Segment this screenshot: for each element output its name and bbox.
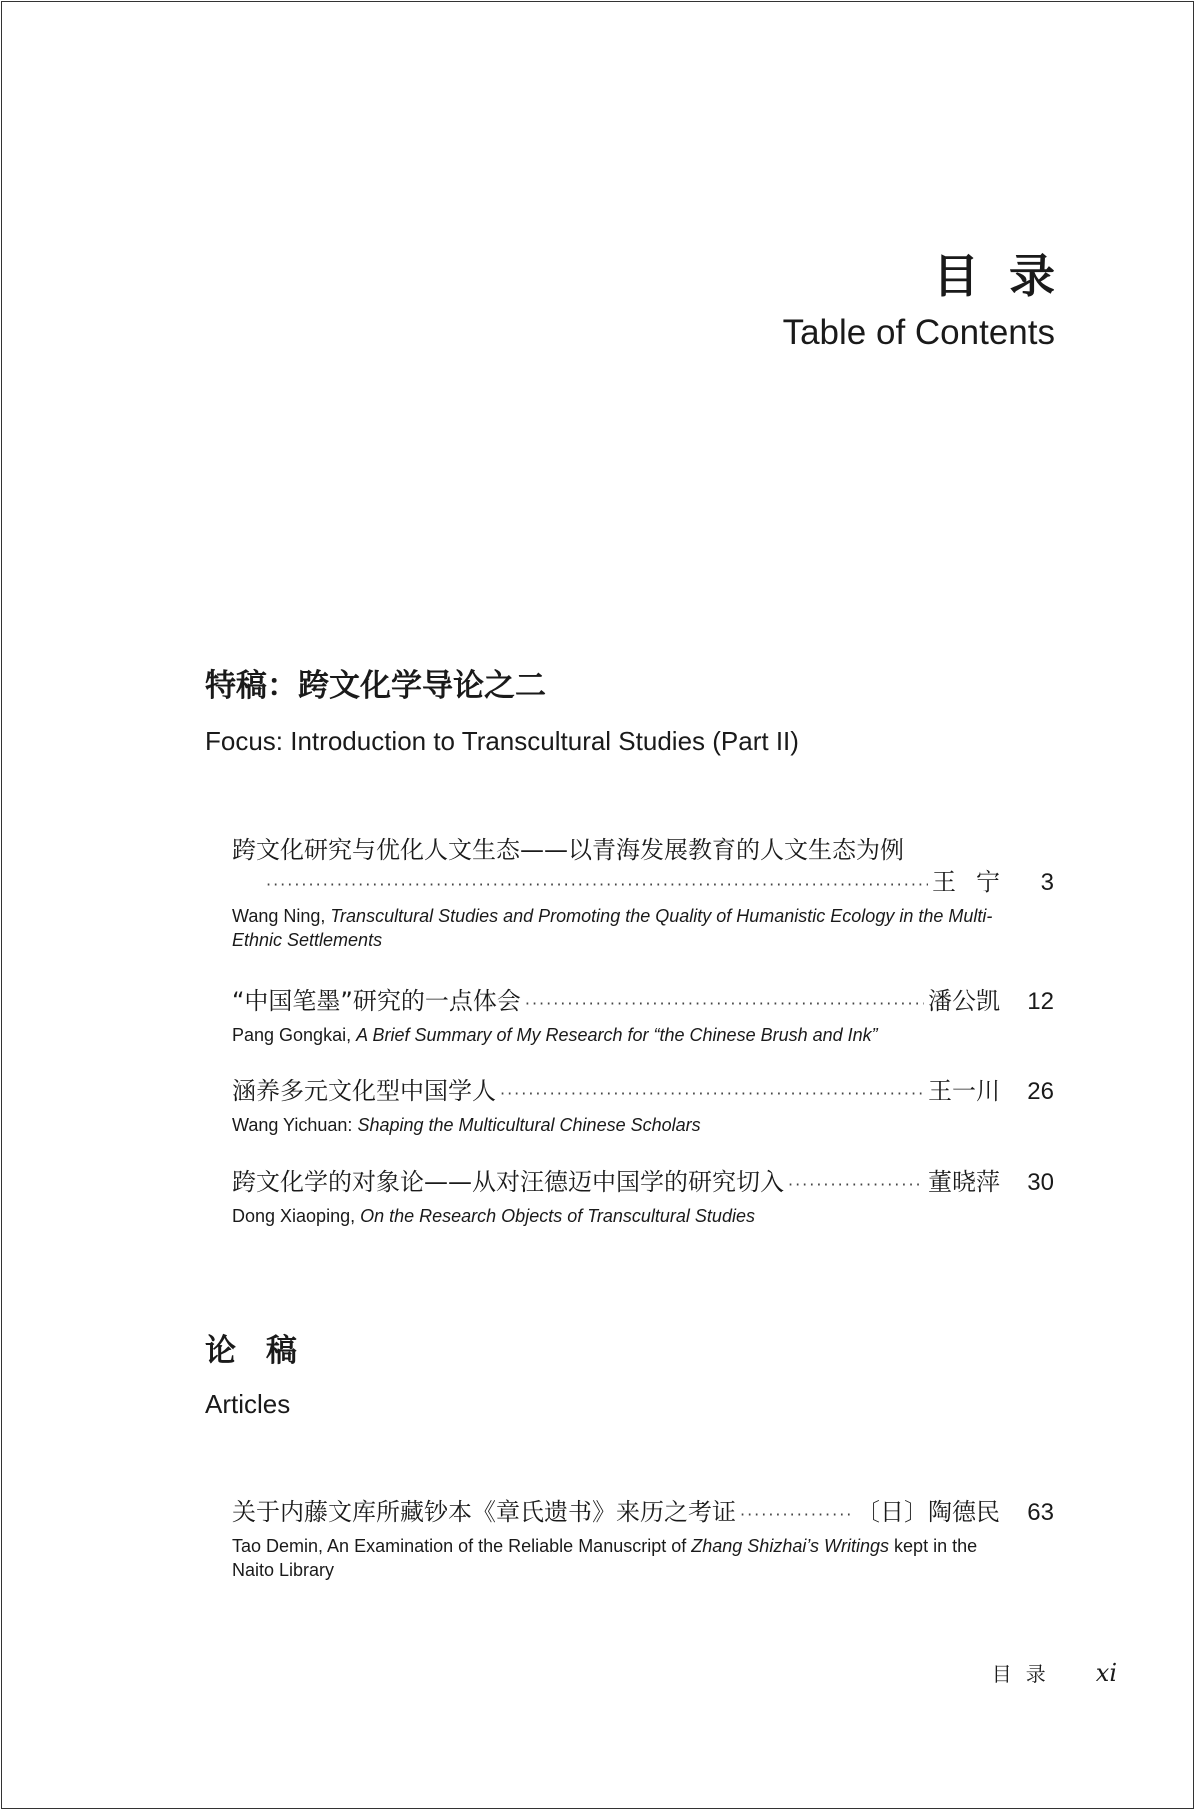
dot-leader — [740, 1499, 852, 1531]
entry-en-post: kept in the Naito Library — [232, 1536, 978, 1580]
dot-leader — [266, 869, 928, 901]
entry-author-en: Wang Yichuan: — [232, 1115, 353, 1135]
footer-page-number: xi — [1095, 1659, 1117, 1687]
toc-entry[interactable] — [232, 1166, 1054, 1228]
entry-author-zh: 〔日〕陶德民 — [856, 1498, 1000, 1526]
entry-en-italic: Zhang Shizhai’s Writings — [691, 1536, 890, 1556]
entry-title-en: A Brief Summary of My Research for “the Chinese Brush and Ink” — [356, 1025, 878, 1045]
toc-entry[interactable] — [232, 834, 1054, 952]
section-title-focus-zh: 特稿：跨文化学导论之二 — [205, 668, 546, 704]
entry-page-number: 12 — [1027, 988, 1054, 1015]
entry-author-zh: 王宁 — [932, 868, 1020, 896]
entry-title-zh: 跨文化研究与优化人文生态——以青海发展教育的人文生态为例 — [232, 836, 904, 864]
section-title-focus-en: Focus: Introduction to Transcultural Studies (Part II) — [205, 726, 799, 756]
toc-title-chinese: 目录 — [933, 249, 1085, 303]
toc-title-english: Table of Contents — [782, 313, 1055, 352]
entry-title-zh: 跨文化学的对象论——从对汪德迈中国学的研究切入 — [232, 1168, 784, 1196]
entry-en-pre: Tao Demin, An Examination of the Reliable Manuscript of — [232, 1536, 687, 1556]
entry-title-en: Shaping the Multicultural Chinese Scholars — [357, 1115, 701, 1135]
entry-page-number: 3 — [1040, 869, 1054, 896]
entry-title-zh: 涵养多元文化型中国学人 — [232, 1077, 496, 1105]
entry-english-citation — [232, 904, 1012, 952]
section-title-articles-en: Articles — [205, 1389, 291, 1419]
section-title-articles-zh: 论稿 — [205, 1333, 327, 1369]
entry-author-zh: 潘公凯 — [928, 987, 1000, 1015]
entry-author-en: Pang Gongkai, — [232, 1025, 352, 1045]
entry-english-citation — [232, 1204, 1012, 1228]
entry-author-zh: 王一川 — [928, 1077, 1000, 1105]
entry-author-en: Wang Ning, — [232, 906, 326, 926]
entry-author-en: Dong Xiaoping, — [232, 1206, 356, 1226]
dot-leader — [788, 1169, 924, 1201]
toc-entry[interactable] — [232, 1496, 1054, 1582]
entry-english-citation — [232, 1023, 1012, 1047]
entry-author-zh: 董晓萍 — [928, 1168, 1000, 1196]
toc-entry[interactable] — [232, 1075, 1054, 1137]
entry-title-en: Transcultural Studies and Promoting the Quality of Humanistic Ecology in the Multi-Ethnic Settlements — [232, 906, 993, 950]
dot-leader — [525, 988, 924, 1020]
entry-english-citation — [232, 1113, 1012, 1137]
entry-title-zh: 关于内藤文库所藏钞本《章氏遗书》来历之考证 — [232, 1498, 736, 1526]
page-footer — [992, 1658, 1117, 1687]
entry-page-number: 26 — [1027, 1078, 1054, 1105]
toc-entry[interactable] — [232, 985, 1054, 1047]
dot-leader — [500, 1078, 924, 1110]
entry-english-citation — [232, 1534, 1012, 1582]
footer-label: 目录 — [991, 1662, 1060, 1686]
entry-page-number: 30 — [1027, 1169, 1054, 1196]
entry-title-zh: “中国笔墨”研究的一点体会 — [232, 987, 521, 1015]
entry-page-number: 63 — [1027, 1499, 1054, 1526]
entry-title-en: On the Research Objects of Transcultural Studies — [360, 1206, 755, 1226]
